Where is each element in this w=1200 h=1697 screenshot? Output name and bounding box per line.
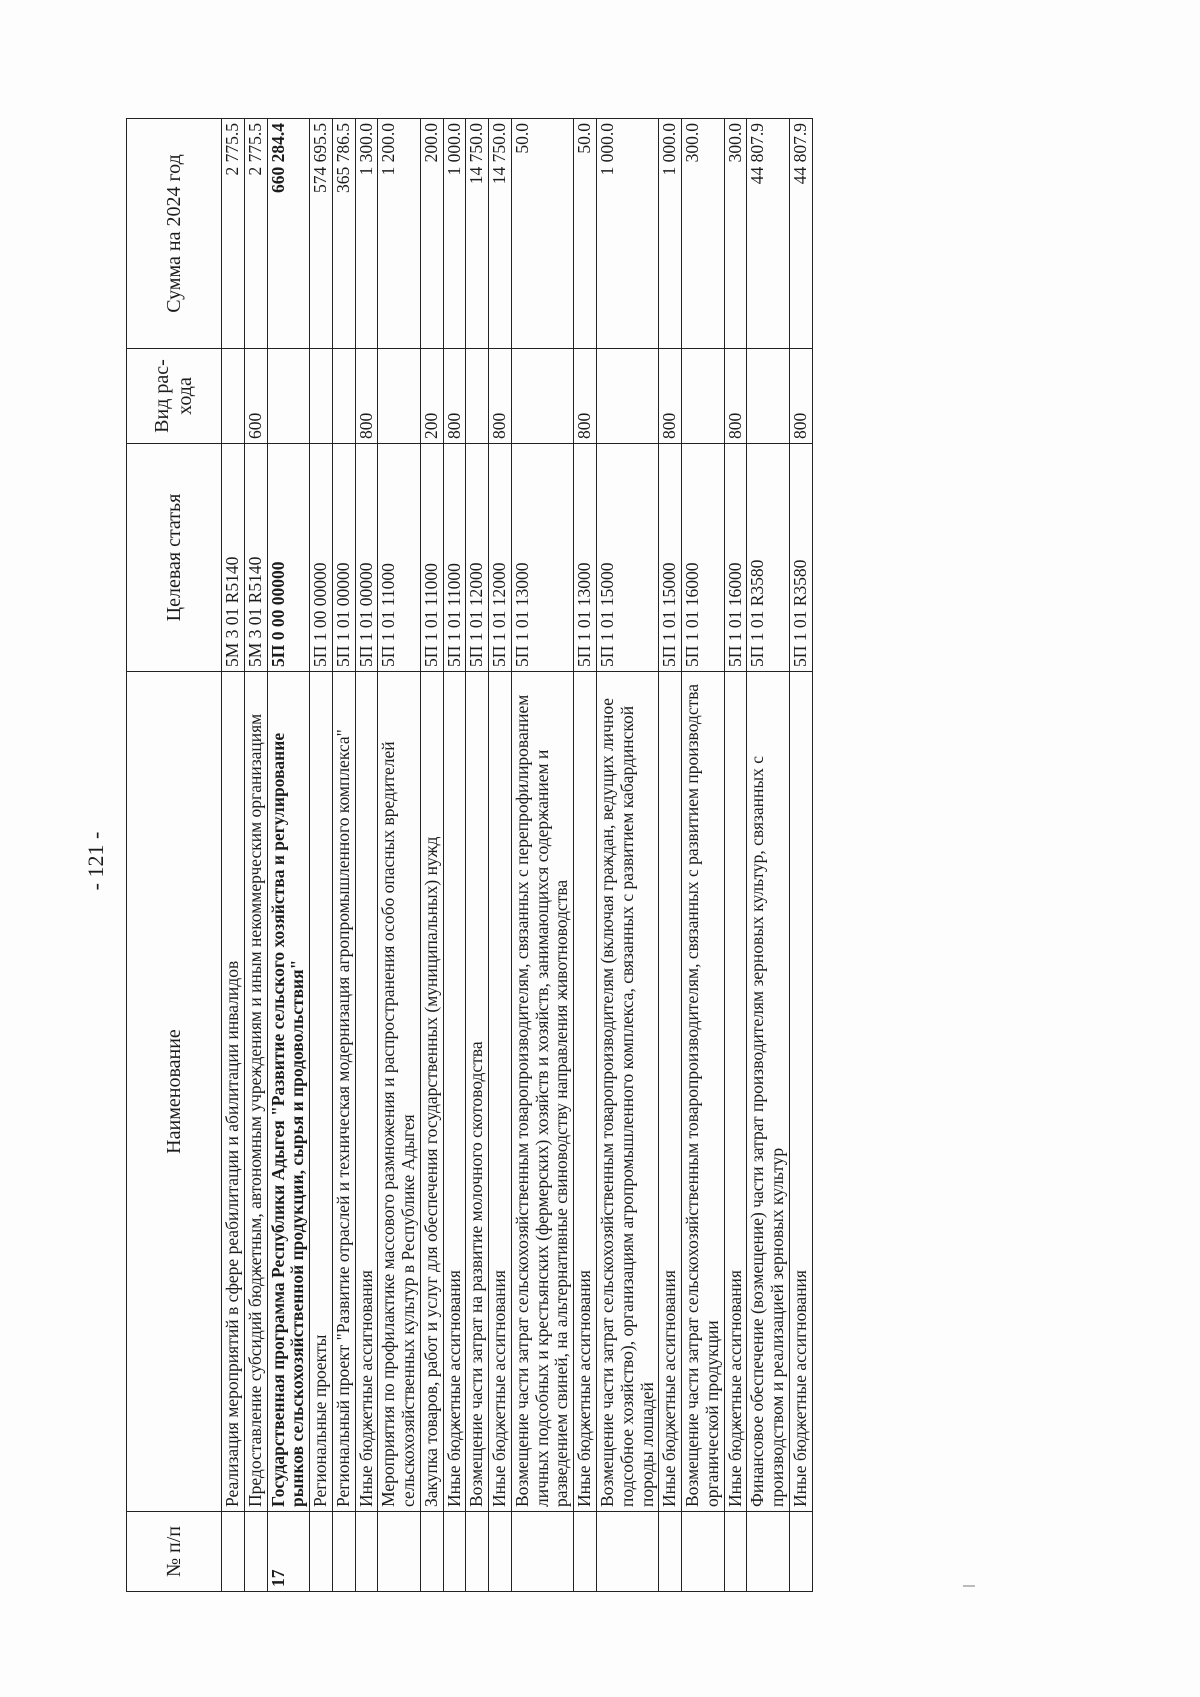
row-sum-cell: 660 284.4 (267, 119, 310, 349)
row-num-cell (574, 1512, 597, 1592)
row-sum-cell: 50.0 (574, 119, 597, 349)
row-code-cell: 5П 1 01 00000 (355, 444, 378, 672)
row-num-cell (489, 1512, 512, 1592)
table-row (267, 119, 310, 1592)
row-code-cell: 5П 1 01 R3580 (789, 444, 812, 672)
row-sum-cell: 2 775.5 (222, 119, 245, 349)
row-name-cell: Иные бюджетные ассигнования (724, 672, 747, 1512)
row-num-cell (420, 1512, 443, 1592)
row-num-cell: 17 (267, 1512, 310, 1592)
row-name-cell: Государственная программа Республики Адыгея "Развитие сельского хозяйства и регулирование рынков сельскохозяйственной продукции, сырья и продовольствия" (267, 672, 310, 1512)
page-number: - 121 - (83, 831, 108, 891)
row-num-cell (682, 1512, 725, 1592)
table-row (355, 119, 378, 1592)
row-num-cell (332, 1512, 355, 1592)
row-code-cell: 5М 3 01 R5140 (222, 444, 245, 672)
row-sum-cell: 2 775.5 (244, 119, 267, 349)
table-row (682, 119, 725, 1592)
table-row (443, 119, 466, 1592)
row-name-cell: Возмещение части затрат сельскохозяйственным товаропроизводителям (включая граждан, ведущих личное подсобное хозяйство), организациям агропромышленного комплекса, связанных с развитием кабардинской породы лошадей (597, 672, 659, 1512)
row-name-cell: Региональные проекты (310, 672, 333, 1512)
table-row (659, 119, 682, 1592)
header-num: № п/п (127, 1512, 222, 1592)
row-vid-cell (267, 349, 310, 444)
row-vid-cell: 800 (789, 349, 812, 444)
row-sum-cell: 50.0 (511, 119, 573, 349)
row-vid-cell: 800 (489, 349, 512, 444)
table-row (420, 119, 443, 1592)
row-code-cell: 5П 1 00 00000 (310, 444, 333, 672)
row-vid-cell (378, 349, 421, 444)
row-code-cell: 5П 1 01 16000 (724, 444, 747, 672)
row-num-cell (747, 1512, 790, 1592)
table-row (466, 119, 489, 1592)
row-vid-cell: 800 (659, 349, 682, 444)
row-code-cell: 5П 1 01 15000 (659, 444, 682, 672)
row-num-cell (355, 1512, 378, 1592)
row-num-cell (466, 1512, 489, 1592)
row-sum-cell: 14 750.0 (489, 119, 512, 349)
row-name-cell: Иные бюджетные ассигнования (489, 672, 512, 1512)
header-name: Наименование (127, 672, 222, 1512)
row-code-cell: 5П 1 01 00000 (332, 444, 355, 672)
row-sum-cell: 574 695.5 (310, 119, 333, 349)
row-sum-cell: 300.0 (682, 119, 725, 349)
row-code-cell: 5П 1 01 11000 (420, 444, 443, 672)
table-row (244, 119, 267, 1592)
row-num-cell (597, 1512, 659, 1592)
scan-mark (963, 1585, 975, 1587)
header-code: Целевая статья (127, 444, 222, 672)
row-num-cell (378, 1512, 421, 1592)
row-code-cell: 5П 1 01 13000 (574, 444, 597, 672)
row-sum-cell: 44 807.9 (747, 119, 790, 349)
row-num-cell (310, 1512, 333, 1592)
row-name-cell: Возмещение части затрат сельскохозяйственным товаропроизводителям, связанных с развитием производства органической продукции (682, 672, 725, 1512)
row-vid-cell (597, 349, 659, 444)
table-row (597, 119, 659, 1592)
row-sum-cell: 1 000.0 (443, 119, 466, 349)
table-row (789, 119, 812, 1592)
table-row (310, 119, 333, 1592)
table-row (574, 119, 597, 1592)
row-code-cell: 5П 1 01 12000 (466, 444, 489, 672)
row-num-cell (724, 1512, 747, 1592)
row-code-cell: 5П 1 01 15000 (597, 444, 659, 672)
row-code-cell: 5П 0 00 00000 (267, 444, 310, 672)
budget-table (126, 118, 813, 1592)
row-vid-cell (310, 349, 333, 444)
row-name-cell: Иные бюджетные ассигнования (443, 672, 466, 1512)
table-row (724, 119, 747, 1592)
row-vid-cell: 600 (244, 349, 267, 444)
row-name-cell: Иные бюджетные ассигнования (789, 672, 812, 1512)
row-vid-cell (222, 349, 245, 444)
row-vid-cell (682, 349, 725, 444)
row-name-cell: Возмещение части затрат сельскохозяйственным товаропроизводителям, связанных с перепрофилированием личных подсобных и крестьянских (фермерских) хозяйств и хозяйств, занимающихся содержанием и разведением свиней, на альтернативные свиноводству направления животноводства (511, 672, 573, 1512)
row-num-cell (659, 1512, 682, 1592)
row-code-cell: 5П 1 01 16000 (682, 444, 725, 672)
row-sum-cell: 365 786.5 (332, 119, 355, 349)
row-code-cell: 5П 1 01 11000 (378, 444, 421, 672)
row-sum-cell: 1 300.0 (355, 119, 378, 349)
row-name-cell: Возмещение части затрат на развитие молочного скотоводства (466, 672, 489, 1512)
row-code-cell: 5П 1 01 12000 (489, 444, 512, 672)
row-code-cell: 5П 1 01 11000 (443, 444, 466, 672)
row-sum-cell: 14 750.0 (466, 119, 489, 349)
row-vid-cell (466, 349, 489, 444)
row-sum-cell: 300.0 (724, 119, 747, 349)
row-name-cell: Финансовое обеспечение (возмещение) части затрат производителям зерновых культур, связанных с производством и реализацией зерновых культур (747, 672, 790, 1512)
row-sum-cell: 44 807.9 (789, 119, 812, 349)
row-code-cell: 5М 3 01 R5140 (244, 444, 267, 672)
table-row (511, 119, 573, 1592)
row-vid-cell (747, 349, 790, 444)
table-header-row (127, 119, 222, 1592)
row-code-cell: 5П 1 01 13000 (511, 444, 573, 672)
row-name-cell: Реализация мероприятий в сфере реабилитации и абилитации инвалидов (222, 672, 245, 1512)
row-num-cell (222, 1512, 245, 1592)
row-vid-cell: 800 (574, 349, 597, 444)
row-name-cell: Закупка товаров, работ и услуг для обеспечения государственных (муниципальных) нужд (420, 672, 443, 1512)
row-vid-cell (332, 349, 355, 444)
row-sum-cell: 1 000.0 (659, 119, 682, 349)
row-name-cell: Предоставление субсидий бюджетным, автономным учреждениям и иным некоммерческим организациям (244, 672, 267, 1512)
row-sum-cell: 1 000.0 (597, 119, 659, 349)
table-row (222, 119, 245, 1592)
table-row (747, 119, 790, 1592)
row-vid-cell: 800 (724, 349, 747, 444)
row-sum-cell: 1 200.0 (378, 119, 421, 349)
row-code-cell: 5П 1 01 R3580 (747, 444, 790, 672)
row-num-cell (789, 1512, 812, 1592)
row-name-cell: Иные бюджетные ассигнования (659, 672, 682, 1512)
row-sum-cell: 200.0 (420, 119, 443, 349)
header-vid: Вид рас-хода (127, 349, 222, 444)
row-name-cell: Мероприятия по профилактике массового размножения и распространения особо опасных вредителей сельскохозяйственных культур в Республике Адыгея (378, 672, 421, 1512)
row-vid-cell: 800 (443, 349, 466, 444)
row-name-cell: Иные бюджетные ассигнования (574, 672, 597, 1512)
table-row (489, 119, 512, 1592)
row-num-cell (511, 1512, 573, 1592)
row-num-cell (244, 1512, 267, 1592)
table-body (222, 119, 813, 1592)
row-name-cell: Региональный проект "Развитие отраслей и техническая модернизация агропромышленного комплекса" (332, 672, 355, 1512)
table-row (378, 119, 421, 1592)
row-vid-cell: 800 (355, 349, 378, 444)
row-num-cell (443, 1512, 466, 1592)
row-vid-cell: 200 (420, 349, 443, 444)
table-row (332, 119, 355, 1592)
header-sum: Сумма на 2024 год (127, 119, 222, 349)
rotated-table-wrapper (126, 119, 813, 1592)
row-vid-cell (511, 349, 573, 444)
row-name-cell: Иные бюджетные ассигнования (355, 672, 378, 1512)
